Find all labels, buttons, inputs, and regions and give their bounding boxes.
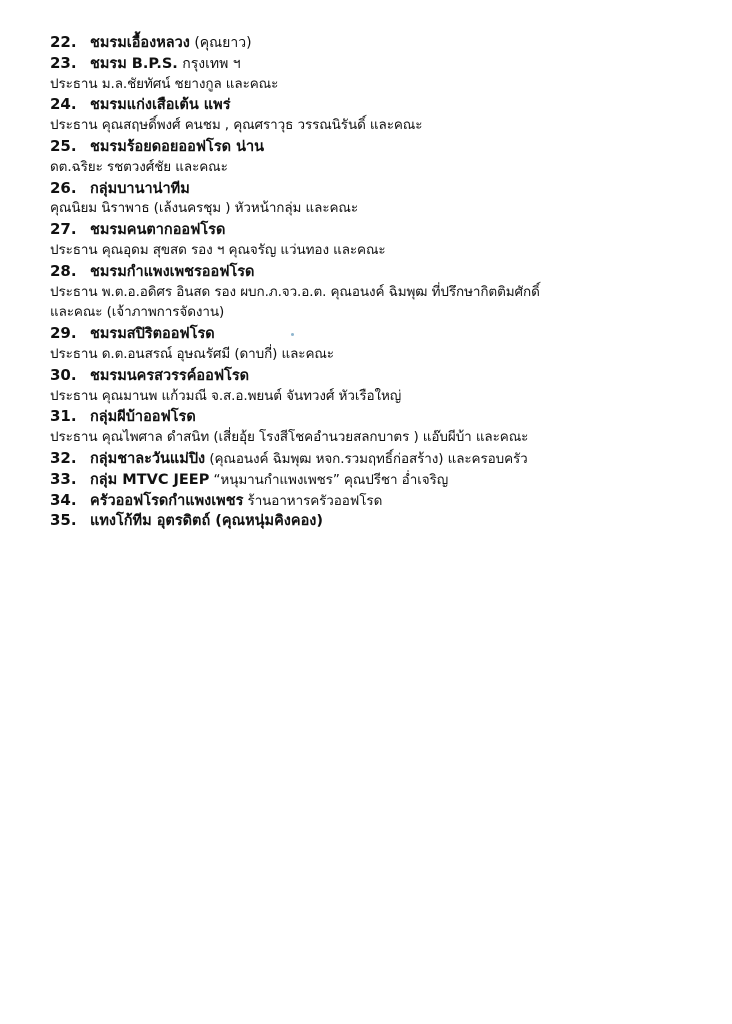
item-number: 29.: [50, 324, 77, 343]
item-number: 30.: [50, 365, 77, 384]
list-item-22: [50, 32, 720, 53]
item-note: กรุงเทพ ฯ: [177, 55, 241, 72]
item-title: แทงโก้ทีม อุตรดิตถ์ (คุณหนุ่มคิงคอง): [90, 513, 323, 530]
item-detail: ประธาน ม.ล.ชัยทัศน์ ชยางกูล และคณะ: [50, 75, 279, 92]
list-item-33: [50, 469, 720, 490]
item-title: ชมรมแก่งเสือเต้น แพร่: [90, 97, 231, 114]
item-title: ชมรมร้อยดอยออฟโรด น่าน: [90, 138, 265, 155]
item-number: 35.: [50, 511, 77, 530]
item-number: 31.: [50, 407, 77, 426]
item-title: ครัวออฟโรดกำแพงเพชร: [90, 492, 244, 509]
item-number: 22.: [50, 33, 77, 51]
item-detail: คุณนิยม นิราพาธ (เล้งนครชุม ) หัวหน้ากลุ่ม และคณะ: [50, 200, 358, 217]
list-item-29: [50, 323, 720, 344]
item-title: ชมรมกำแพงเพชรออฟโรด: [90, 263, 255, 280]
list-item-32: [50, 448, 720, 469]
item-detail: ประธาน พ.ต.อ.อดิศร อินสด รอง ผบก.ภ.จว.อ.ต. คุณอนงค์ ฉิมพุฒ ที่ปรึกษากิตติมศักดิ์: [50, 283, 540, 300]
list-item-28: [50, 261, 720, 282]
scan-speck: [291, 333, 294, 336]
item-detail: ประธาน คุณสฤษดิ์พงศ์ คนชม , คุณศราวุธ วรรณนิรันดิ์ และคณะ: [50, 117, 423, 134]
item-number: 23.: [50, 53, 77, 72]
list-item-30: [50, 365, 720, 386]
list-item-23: [50, 53, 720, 74]
item-note: ร้านอาหารครัวออฟโรด: [243, 492, 383, 509]
item-title: กลุ่มชาละวันแม่ปิง: [90, 450, 206, 467]
item-number: 26.: [50, 178, 77, 197]
item-title: ชมรมสปิริตออฟโรด: [90, 326, 215, 343]
member-list: [50, 32, 720, 531]
item-detail: ประธาน ด.ต.อนสรณ์ อุษณรัศมี (ดาบกี่) และคณะ: [50, 345, 334, 362]
item-number: 24.: [50, 95, 77, 114]
list-item-24: [50, 94, 720, 115]
item-title: กลุ่ม MTVC JEEP: [90, 471, 210, 488]
list-item-27: [50, 219, 720, 240]
item-number: 32.: [50, 448, 77, 467]
item-title: ชมรม B.P.S.: [90, 55, 178, 72]
item-detail: ประธาน คุณมานพ แก้วมณี จ.ส.อ.พยนต์ จันทวงศ์ หัวเรือใหญ่: [50, 387, 402, 404]
item-title: ชมรมเอื้องหลวง: [90, 35, 190, 51]
item-note: “หนุมานกำแพงเพชร” คุณปรีชา อ่ำเจริญ: [209, 471, 449, 488]
item-title: ชมรมคนตากออฟโรด: [90, 222, 226, 239]
item-note: (คุณอนงค์ ฉิมพุฒ หจก.รวมฤทธิ์ก่อสร้าง) และครอบครัว: [205, 450, 528, 467]
item-detail-continued: และคณะ (เจ้าภาพการจัดงาน): [50, 304, 225, 321]
item-number: 28.: [50, 261, 77, 280]
item-title: ชมรมนครสวรรค์ออฟโรด: [90, 367, 250, 384]
item-number: 33.: [50, 469, 77, 488]
item-number: 34.: [50, 490, 77, 509]
item-title: กลุ่มบานาน่าทีม: [90, 180, 190, 197]
list-item-31: [50, 406, 720, 427]
item-detail: ประธาน คุณไพศาล ดำสนิท (เสี่ยอุ้ย โรงสีโชคอำนวยสลกบาตร ) แอ๊บผีบ้า และคณะ: [50, 429, 529, 446]
list-item-25: [50, 136, 720, 157]
item-number: 27.: [50, 220, 77, 239]
item-note: (คุณยาว): [189, 35, 252, 51]
list-item-26: [50, 178, 720, 199]
item-detail: ประธาน คุณอุดม สุขสด รอง ฯ คุณจรัญ แว่นทอง และคณะ: [50, 241, 386, 258]
item-number: 25.: [50, 136, 77, 155]
list-item-34: [50, 490, 720, 511]
item-title: กลุ่มผีบ้าออฟโรด: [90, 409, 196, 426]
list-item-35: [50, 510, 720, 531]
item-detail: ดต.ฉริยะ รชตวงศ์ชัย และคณะ: [50, 158, 228, 175]
